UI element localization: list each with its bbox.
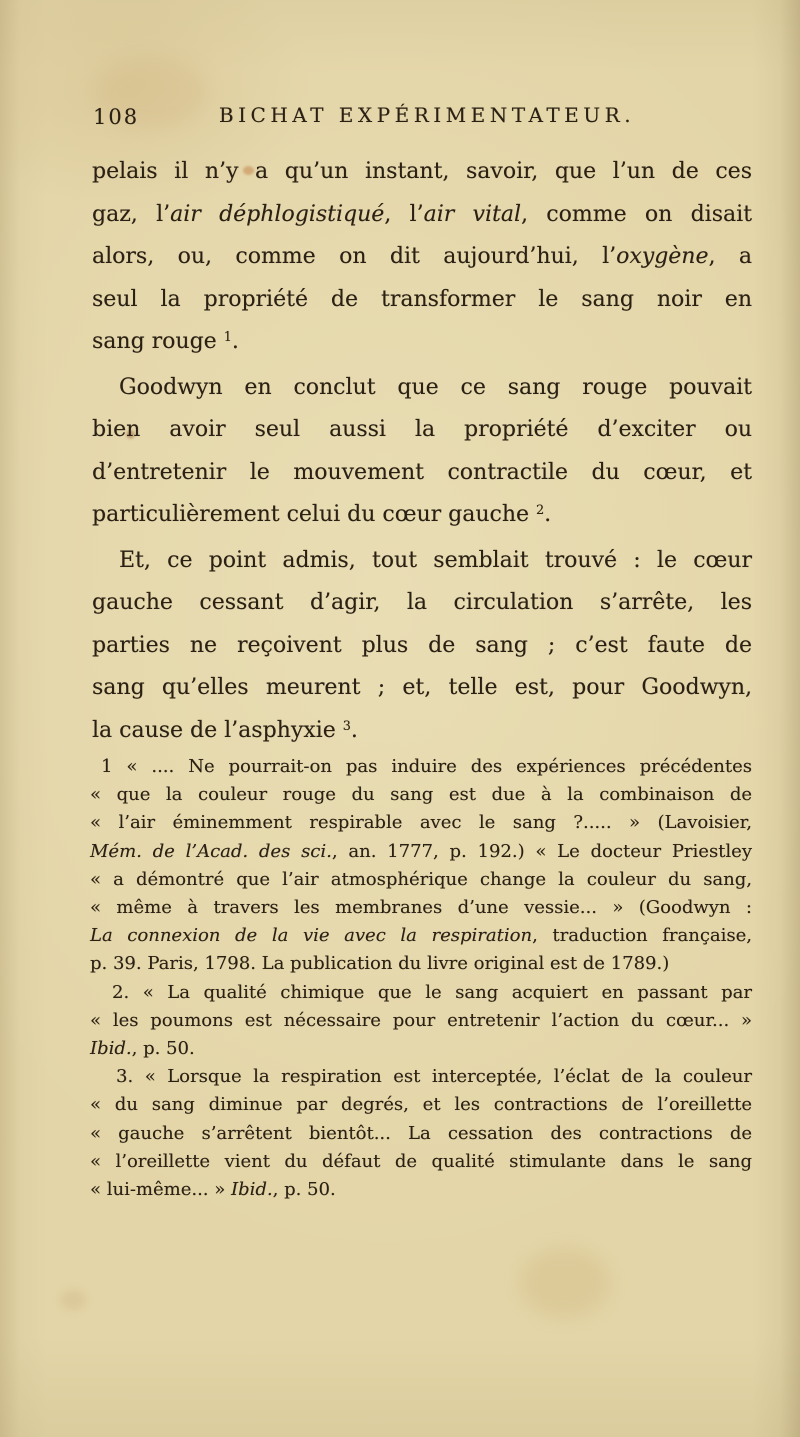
footnote-marker: 2 [536,503,545,519]
text-line [92,279,752,322]
text-segment: 2. « La qualité chimique que le sang acquiert en passant par [112,981,752,1003]
text-segment: « lui-même... » [90,1179,231,1201]
text-line [92,151,752,194]
text-line [90,894,752,922]
text-segment: particulièrement celui du cœur gauche [92,502,537,527]
text-segment: . [231,329,239,354]
text-line [90,866,752,894]
text-segment: alors, ou, comme on dit aujourd’hui, l’ [92,244,617,269]
text-line [90,838,752,866]
text-segment: air vital [423,201,521,227]
text-segment: La connexion de la vie avec la respiration [90,925,533,947]
text-line [90,1007,752,1035]
text-line [92,625,752,668]
text-segment: bien avoir seul aussi la propriété d’exciter ou [92,417,752,442]
footnotes [90,753,752,1204]
paper-stain [60,1290,86,1310]
text-segment: « l’oreillette vient du défaut de qualité stimulante dans le sang [90,1150,752,1172]
text-segment: Et, ce point admis, tout semblait trouvé : le cœur [119,547,752,573]
text-segment: 3. « Lorsque la respiration est interceptée, l’éclat de la couleur [116,1066,752,1088]
body-text [92,151,752,755]
text-segment: 1 « .... Ne pourrait-on pas induire des expériences précédentes [101,756,752,777]
text-line [92,710,752,756]
text-segment: sang qu’elles meurent ; et, telle est, pour Goodwyn, [92,675,752,700]
text-segment: , an. 1777, p. 192.) « Le docteur Priestley [331,840,752,862]
text-segment: « les poumons est nécessaire pour entretenir l’action du cœur... » [90,1009,752,1031]
text-segment: p. 39. Paris, 1798. La publication du livre original est de 1789.) [90,953,670,975]
text-segment: oxygène [616,244,709,269]
text-line [90,1063,752,1091]
text-line [92,409,752,452]
text-segment: « du sang diminue par degrés, et les contractions de l’oreillette [90,1094,752,1116]
text-segment: d’entretenir le mouvement contractile du cœur, et [92,459,752,485]
text-segment: pelais il n’y a qu’un instant, savoir, que l’un de ces [92,159,752,184]
running-title: BICHAT EXPÉRIMENTATEUR. [218,103,636,127]
text-segment: Ibid. [231,1179,273,1201]
text-segment: Goodwyn en conclut que ce sang rouge pouvait [119,374,752,400]
text-line [90,781,752,809]
text-segment: « gauche s’arrêtent bientôt... La cessation des contractions de [90,1122,752,1144]
text-segment: la cause de l’asphyxie [92,717,343,743]
text-line [90,1120,752,1148]
text-line [90,1148,752,1176]
text-line [90,950,752,978]
text-line [90,1176,752,1204]
text-segment: « que la couleur rouge du sang est due à la combinaison de [90,784,752,806]
text-segment: , a [708,244,752,269]
text-line [90,1091,752,1119]
page-header [92,103,752,137]
text-segment: seul la propriété de transformer le sang noir en [92,286,752,312]
text-line [90,979,752,1007]
text-segment: , p. 50. [131,1038,195,1060]
text-line [90,922,752,950]
text-segment: , l’ [384,201,424,227]
text-segment: gauche cessant d’agir, la circulation s’arrête, les [92,590,752,615]
text-segment: « a démontré que l’air atmosphérique change la couleur du sang, [90,868,752,890]
text-line [92,667,752,710]
text-segment: « l’air éminemment respirable avec le sang ?..... » (Lavoisier, [90,812,752,834]
text-segment: . [350,717,358,743]
text-segment: parties ne reçoivent plus de sang ; c’est faute de [92,632,752,658]
text-segment: , comme on disait [521,201,752,227]
text-segment: gaz, l’ [92,201,171,227]
text-segment: Ibid. [90,1038,132,1060]
text-segment: « même à travers les membranes d’une vessie... » (Goodwyn : [90,897,752,919]
text-line [92,367,752,410]
text-segment: , traduction française, [532,925,752,947]
text-line [92,236,752,279]
footnote-marker: 1 [223,330,232,346]
page-number: 108 [93,105,140,129]
text-line [90,809,752,837]
text-line [90,1035,752,1063]
text-segment: sang rouge [92,329,224,354]
footnote-marker: 3 [342,718,351,734]
text-line [90,753,752,781]
paper-stain [520,1248,610,1318]
text-line [92,321,752,367]
text-line [92,452,752,495]
text-line [92,494,752,540]
text-segment: . [544,502,552,527]
text-segment: , p. 50. [272,1179,336,1201]
text-segment: air déphlogistiqué [170,201,385,227]
text-line [92,540,752,583]
text-line [92,582,752,625]
text-line [92,194,752,237]
text-segment: Mém. de l’Acad. des sci. [90,840,332,862]
